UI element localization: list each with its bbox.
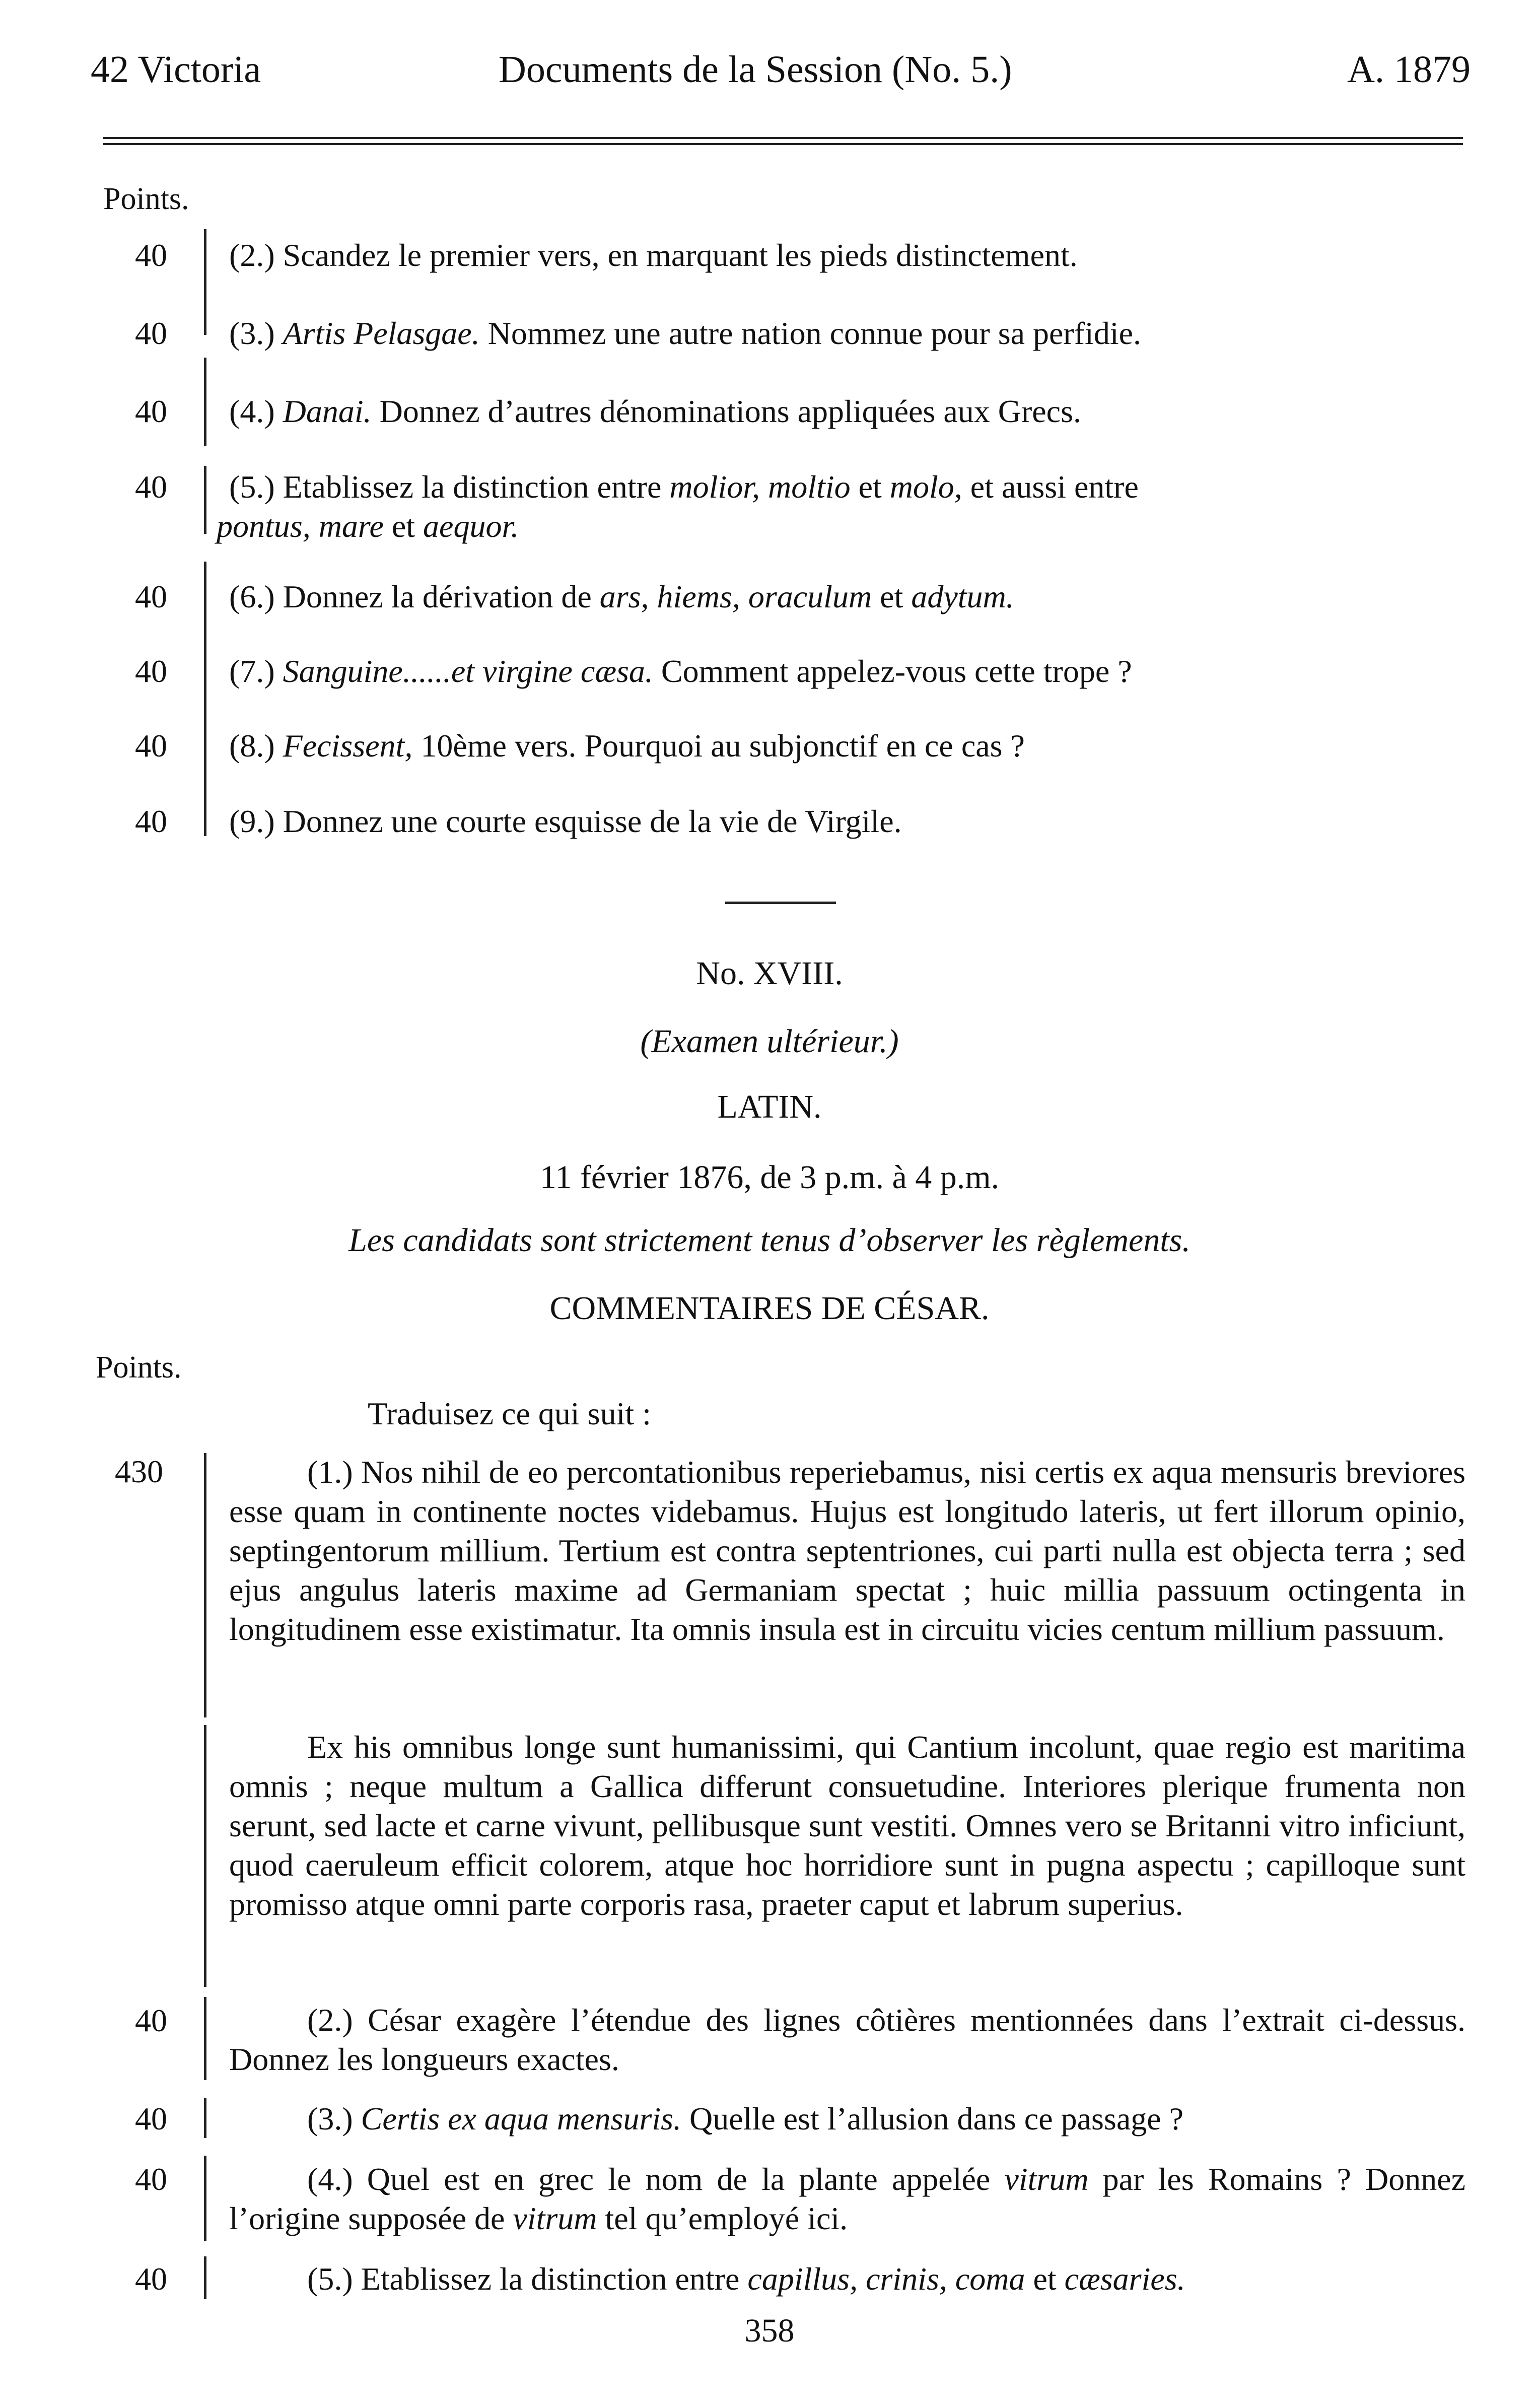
question-points: 40: [135, 579, 167, 614]
question-keyword: adytum.: [911, 579, 1014, 614]
exam-notice: [0, 1221, 1539, 1260]
question-3: [229, 314, 1141, 353]
exam-subtitle-text: (Examen ultérieur.): [640, 1023, 899, 1060]
question-number: (7.): [229, 653, 275, 689]
question-4: [229, 392, 1081, 431]
question-points: 40: [135, 803, 167, 839]
margin-bar: [204, 562, 206, 836]
question-9: (9.) Donnez une courte esquisse de la vie de Virgile.: [229, 803, 902, 839]
question-3-text: [307, 2099, 1183, 2139]
question-2-text: (2.) César exagère l’étendue des lignes côtières mentionnées dans l’extrait ci-dessus. Donnez les longueurs exactes.: [229, 2002, 1465, 2077]
margin-bar: [204, 229, 206, 335]
question-text: Comment appelez-vous cette trope ?: [653, 653, 1132, 689]
question-text: (6.) Donnez la dérivation de: [229, 579, 600, 614]
question-keyword: Danai.: [283, 393, 372, 429]
question-points: 40: [135, 315, 167, 351]
latin-passage-1: (1.) Nos nihil de eo percontationibus reperiebamus, nisi certis ex aqua mensuris breviores esse quam in continente noctes videbamus. Hujus est longitudo lateris, ut fert illorum opinio, septingentorum millium. Tertium est contra septentriones, cui parti nulla est objecta terra ; sed ejus angulus lateris maxime ad Germaniam spectat ; huic millia passuum octingenta in longitudinem esse existimatur. Ita omnis insula est in circuitu vicies centum millium passuum.: [229, 1454, 1465, 1647]
question-text: Nommez une autre nation connue pour sa perfidie.: [479, 315, 1141, 351]
question-number: (3.): [307, 2101, 353, 2137]
question-points: 40: [135, 728, 167, 764]
question-keyword: molo,: [889, 469, 962, 505]
question-8: [229, 726, 1025, 766]
latin-passage-2: Ex his omnibus longe sunt humanissimi, qui Cantium incolunt, quae regio est maritima omnis ; neque multum a Gallica differunt consuetudine. Interiores plerique frumenta non serunt, sed lacte et carne vivunt, pellibusque sunt vestiti. Omnes vero se Britanni vitro inficiunt, quod caeruleum efficit colorem, atque hoc horridiore sunt in pugna aspectu ; capilloque sunt promisso atque omni parte corporis rasa, praeter caput et labrum superius.: [229, 1729, 1465, 1922]
question-keyword: ars, hiems, oraculum: [599, 579, 872, 614]
margin-bar: [204, 1453, 206, 1717]
question-text: Donnez d’autres dénominations appliquées aux Grecs.: [371, 393, 1081, 429]
question-text: tel qu’employé ici.: [597, 2200, 848, 2236]
exam-date: 11 février 1876, de 3 p.m. à 4 p.m.: [539, 1159, 1000, 1196]
question-text: et: [383, 508, 424, 544]
question-number: (3.): [229, 315, 275, 351]
question-number: (8.): [229, 728, 275, 764]
exam-notice-text: Les candidats sont strictement tenus d’observer les règlements.: [348, 1222, 1191, 1259]
question-text: (5.) Etablissez la distinction entre: [229, 469, 670, 505]
question-points: 40: [135, 2101, 167, 2137]
question-keyword: Certis ex aqua mensuris.: [361, 2101, 682, 2137]
header-rule-top: [103, 137, 1463, 139]
question-text: et: [1025, 2261, 1065, 2297]
margin-bar: [204, 2098, 206, 2138]
question-keyword: molior, moltio: [669, 469, 851, 505]
exam-heading: COMMENTAIRES DE CÉSAR.: [549, 1290, 990, 1327]
question-points: 40: [135, 2003, 167, 2038]
question-keyword: pontus, mare: [217, 508, 384, 544]
question-text: (4.) Quel est en grec le nom de la plante appelée: [307, 2161, 1005, 2197]
question-5-line2: [217, 507, 519, 546]
margin-bar: [204, 1997, 206, 2080]
question-keyword: aequor.: [423, 508, 519, 544]
question-keyword: vitrum: [513, 2200, 597, 2236]
margin-bar: [204, 1725, 206, 1987]
question-text: Quelle est l’allusion dans ce passage ?: [681, 2101, 1184, 2137]
margin-bar: [204, 358, 206, 446]
header-left: 42 Victoria: [91, 48, 261, 91]
header-center: Documents de la Session (No. 5.): [499, 48, 1012, 91]
question-points: 40: [135, 653, 167, 689]
question-text: 10ème vers. Pourquoi au subjonctif en ce cas ?: [412, 728, 1025, 764]
question-keyword: Artis Pelasgae.: [283, 315, 480, 351]
question-5-text: [307, 2259, 1185, 2299]
question-points: 40: [135, 237, 167, 273]
question-keyword: capillus, crinis, coma: [747, 2261, 1025, 2297]
section-divider: [725, 902, 836, 904]
margin-bar: [204, 2156, 206, 2241]
page-number: 358: [744, 2312, 795, 2349]
question-keyword: vitrum: [1004, 2161, 1089, 2197]
question-text: (5.) Etablissez la distinction entre: [307, 2261, 748, 2297]
question-points: 40: [135, 2261, 167, 2297]
question-points: 40: [135, 393, 167, 429]
header-rule-bottom: [103, 143, 1463, 145]
margin-bar: [204, 466, 206, 534]
question-keyword: cæsaries.: [1064, 2261, 1185, 2297]
instruction: Traduisez ce qui suit :: [368, 1396, 651, 1431]
question-text: et aussi entre: [962, 469, 1139, 505]
question-2: (2.) Scandez le premier vers, en marquant les pieds distinctement.: [229, 237, 1078, 273]
exam-subtitle: [0, 1022, 1539, 1061]
question-keyword: Sanguine......et virgine cæsa.: [283, 653, 653, 689]
question-number: (4.): [229, 393, 275, 429]
question-text: et: [850, 469, 890, 505]
question-points: 40: [135, 2161, 167, 2197]
running-header: [91, 48, 1471, 98]
question-keyword: Fecissent,: [283, 728, 413, 764]
question-text: et: [872, 579, 912, 614]
question-4-text: [229, 2160, 1465, 2238]
question-points: 40: [135, 469, 167, 505]
header-right: A. 1879: [1347, 48, 1471, 91]
points-label: Points.: [103, 182, 189, 216]
question-text: par les Romains ? Donnez l’origine supposée de: [229, 2161, 1466, 2236]
exam-number: No. XVIII.: [696, 955, 843, 992]
question-5-line1: [229, 467, 1139, 507]
question-points: 430: [115, 1454, 163, 1489]
question-6: [229, 577, 1014, 616]
margin-bar: [204, 2256, 206, 2299]
points-label-2: Points.: [96, 1350, 182, 1385]
exam-subject: LATIN.: [717, 1088, 822, 1125]
question-7: [229, 652, 1132, 691]
